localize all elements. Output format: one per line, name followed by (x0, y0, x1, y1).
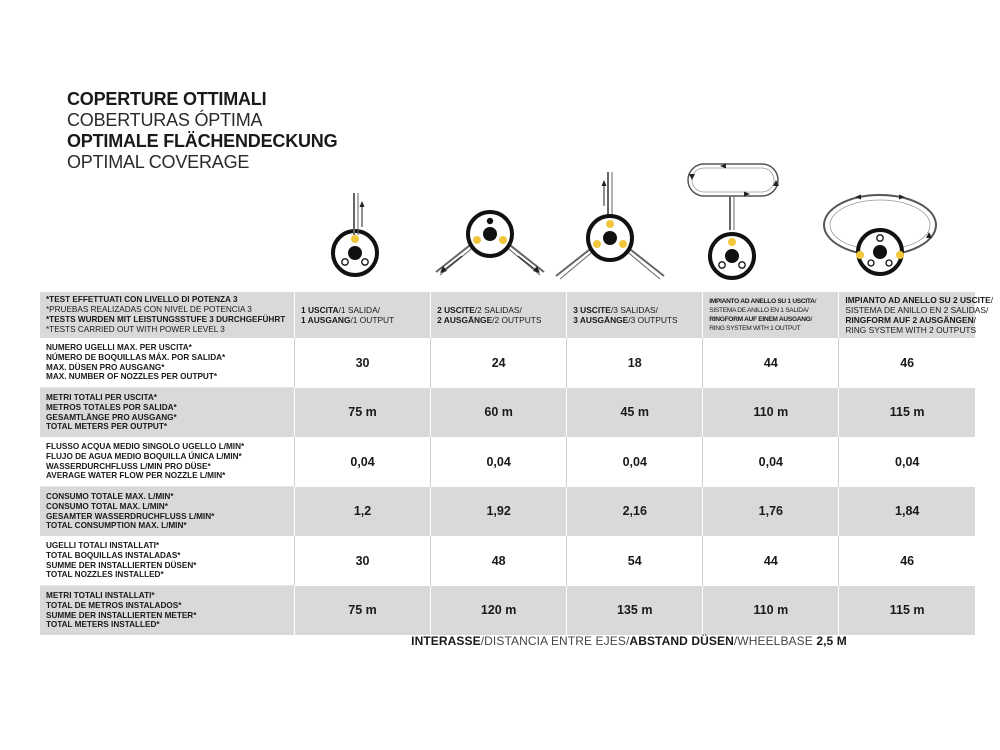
table-row-nozzles-installed (40, 536, 975, 586)
table-cell: 110 m (703, 586, 839, 636)
table-cell: 48 (431, 536, 567, 586)
table-row-total-consumption (40, 487, 975, 537)
title-spanish: COBERTURAS ÓPTIMA (67, 110, 263, 130)
table-row-average-flow (40, 437, 975, 487)
table-cell: 1,76 (703, 487, 839, 537)
row-label: UGELLI TOTALI INSTALLATI* TOTAL BOQUILLAS INSTALADAS* SUMME DER INSTALLIERTEN DÜSEN* TOTAL NOZZLES INSTALLED* (40, 536, 295, 586)
table-cell: 0,04 (839, 437, 975, 487)
coverage-diagrams (0, 160, 1000, 290)
row-label: FLUSSO ACQUA MEDIO SINGOLO UGELLO L/MIN* FLUJO DE AGUA MEDIO BOQUILLA ÚNICA L/MIN* WASSERDURCHFLUSS L/MIN PRO DÜSE* AVERAGE WATER FLOW PER NOZZLE L/MIN* (40, 437, 295, 487)
table-cell: 115 m (839, 586, 975, 636)
table-cell: 30 (295, 536, 431, 586)
table-cell: 0,04 (567, 437, 703, 487)
table-cell: 46 (839, 338, 975, 388)
table-cell: 45 m (567, 388, 703, 438)
table-cell: 135 m (567, 586, 703, 636)
table-cell: 44 (703, 536, 839, 586)
diagram-3-outputs-icon (550, 170, 670, 285)
table-cell: 30 (295, 338, 431, 388)
row-label: METRI TOTALI INSTALLATI* TOTAL DE METROS INSTALADOS* SUMME DER INSTALLIERTEN METER* TOTAL METERS INSTALLED* (46, 590, 197, 630)
table-cell: 24 (431, 338, 567, 388)
row-label: METRI TOTALI PER USCITA* METROS TOTALES POR SALIDA* GESAMTLÄNGE PRO AUSGANG* TOTAL METERS PER OUTPUT* (46, 392, 177, 432)
title-english: OPTIMAL COVERAGE (67, 152, 250, 172)
table-cell: 75 m (295, 388, 431, 438)
row-label: NUMERO UGELLI MAX. PER USCITA* NÚMERO DE BOQUILLAS MÁX. POR SALIDA* MAX. DÜSEN PRO AUSGANG* MAX. NUMBER OF NOZZLES PER OUTPUT* (40, 338, 295, 388)
title-german: OPTIMALE FLÄCHENDECKUNG (67, 131, 338, 151)
table-cell: 75 m (295, 586, 431, 636)
table-cell: 0,04 (703, 437, 839, 487)
table-cell: 54 (567, 536, 703, 586)
table-cell: 1,2 (295, 487, 431, 537)
column-header-3-outputs: 3 USCITE/3 SALIDAS/ 3 AUSGÄNGE/3 OUTPUTS (567, 292, 703, 338)
table-cell: 1,92 (431, 487, 567, 537)
table-cell: 44 (703, 338, 839, 388)
table-cell: 46 (839, 536, 975, 586)
table-cell: 2,16 (567, 487, 703, 537)
table-row-meters-installed (40, 586, 975, 636)
table-cell: 115 m (839, 388, 975, 438)
diagram-1-output-icon (320, 185, 390, 285)
diagram-2-outputs-icon (430, 200, 550, 280)
table-row-max-nozzles (40, 338, 975, 388)
table-cell: 60 m (431, 388, 567, 438)
diagram-ring-2-outputs-icon (815, 180, 945, 280)
title-italian: COPERTURE OTTIMALI (67, 89, 267, 109)
diagram-ring-1-output-icon (680, 160, 790, 285)
table-cell: 1,84 (839, 487, 975, 537)
wheelbase-footer: INTERASSE/DISTANCIA ENTRE EJES/ABSTAND DÜSEN/WHEELBASE 2,5 M (411, 634, 847, 648)
table-cell: 120 m (431, 586, 567, 636)
column-header-1-output: 1 USCITA/1 SALIDA/ 1 AUSGANG/1 OUTPUT (295, 292, 431, 338)
column-header-2-outputs: 2 USCITE/2 SALIDAS/ 2 AUSGÄNGE/2 OUTPUTS (431, 292, 567, 338)
coverage-table (40, 292, 994, 635)
table-header-row (40, 292, 975, 338)
table-cell: 0,04 (431, 437, 567, 487)
test-note: *TEST EFFETTUATI CON LIVELLO DI POTENZA 3 *PRUEBAS REALIZADAS CON NIVEL DE POTENCIA 3 *TESTS WURDEN MIT LEISTUNGSSTUFE 3 DURCHGEFÜHRT *TESTS CARRIED OUT WITH POWER LEVEL 3 (46, 295, 286, 334)
table-cell: 0,04 (295, 437, 431, 487)
column-header-ring-1-output: IMPIANTO AD ANELLO SU 1 USCITA/ SISTEMA DE ANILLO EN 1 SALIDA/ RINGFORM AUF EINEM AUSGANG/ RING SYSTEM WITH 1 OUTPUT (703, 292, 839, 338)
table-cell: 18 (567, 338, 703, 388)
table-cell: 110 m (703, 388, 839, 438)
column-header-ring-2-outputs: IMPIANTO AD ANELLO SU 2 USCITE/ SISTEMA DE ANILLO EN 2 SALIDAS/ RINGFORM AUF 2 AUSGÄNGEN/ RING SYSTEM WITH 2 OUTPUTS (839, 292, 975, 338)
table-row-meters-per-output (40, 388, 975, 438)
row-label: CONSUMO TOTALE MAX. L/MIN* CONSUMO TOTAL MAX. L/MIN* GESAMTER WASSERDRUCHFLUSS L/MIN* TOTAL CONSUMPTION MAX. L/MIN* (46, 491, 215, 531)
